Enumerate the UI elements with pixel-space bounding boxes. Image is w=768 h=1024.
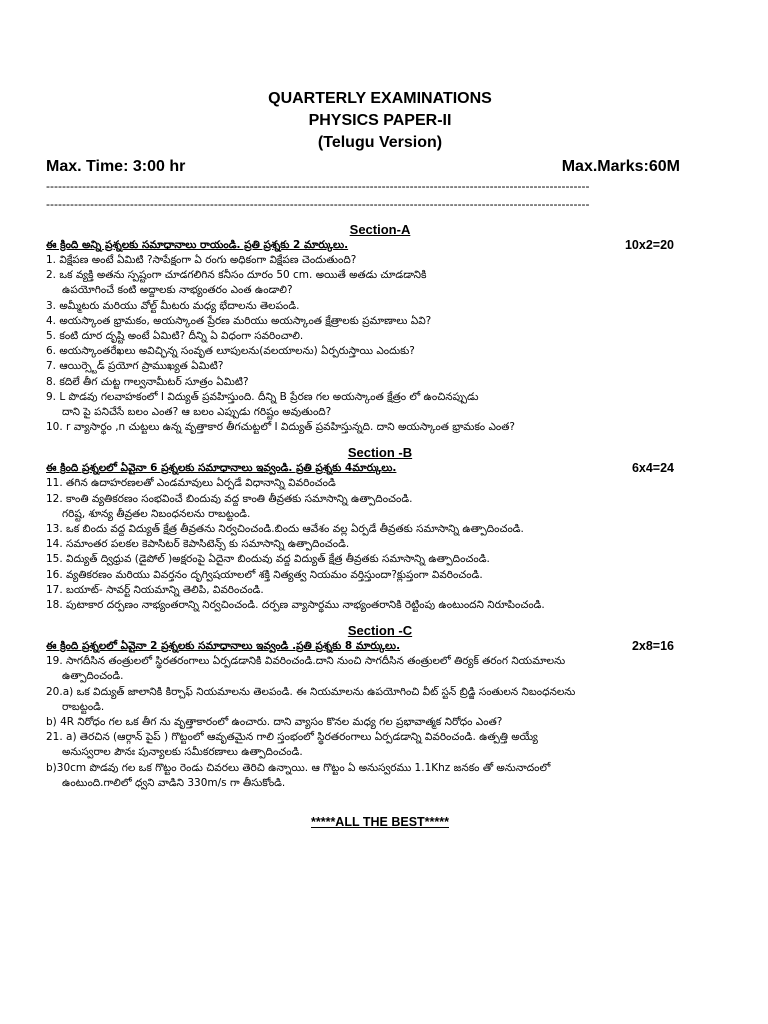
question bbox=[46, 730, 714, 760]
question-continuation: ఉపయోగించే కంటి అద్దాలకు నాభ్యంతరం ఎంత ఉండాలి? bbox=[62, 284, 293, 297]
question-text: 20.a) ఒక విద్యుత్ జాలానికి కిర్చాఫ్ నియమాలను తెలపండి. ఈ నియమాలను ఉపయోగించి వీట్ స్టన్ బ్రిడ్జి సంతులన నిబంధనలను bbox=[46, 685, 576, 698]
question-continuation: ఉంటుంది.గాలిలో ధ్వని వాడిని 330m/s గా తీసుకోండి. bbox=[62, 776, 286, 789]
question-text: 15. విద్యుత్ ద్విధ్రువ (డైపోల్ )అక్షరంపై ఏదైనా బిందువు వద్ద విద్యుత్ క్షేత్ర తీవ్రతకు సమాసాన్ని ఉత్పాదించండి. bbox=[46, 553, 490, 566]
question bbox=[46, 522, 714, 537]
question bbox=[46, 359, 714, 374]
question-continuation: గరిష్ట, శూన్య తీవ్రతల నిబంధనలను రాబట్టండి. bbox=[62, 507, 251, 520]
question-text: 5. కంటి దూర దృష్టి అంటే ఏమిటి? దీన్ని ఏ విధంగా సవరించాలి. bbox=[46, 330, 304, 343]
section-instruction bbox=[46, 639, 714, 654]
question-text: 7. ఆయిర్స్టెడ్ ప్రయోగ ప్రాముఖ్యత ఏమిటి? bbox=[46, 360, 224, 373]
question bbox=[46, 552, 714, 567]
max-row bbox=[46, 158, 714, 176]
divider-line: ---------------------------------------------------------------------------------------------------------------------------------------- bbox=[46, 179, 590, 193]
question-text: 3. అమ్మీటరు మరియు వోల్ట్ మీటరు మధ్య భేదాలను తెలపండి. bbox=[46, 299, 300, 312]
question-text: 17. బయాట్- సావర్ట్ నియమాన్ని తెలిపి, వివరించండి. bbox=[46, 583, 264, 596]
max-time: Max. Time: 3:00 hr bbox=[46, 158, 186, 175]
question-text: 11. తగిన ఉదాహరణలతో ఎండమావులు ఏర్పడే విధానాన్ని వివరించండి bbox=[46, 477, 336, 490]
all-the-best: *****ALL THE BEST***** bbox=[310, 815, 449, 830]
question-continuation: ఉత్పాదించండి. bbox=[62, 670, 124, 683]
question bbox=[46, 476, 714, 491]
question bbox=[46, 598, 714, 613]
question-text: 6. అయస్కాంతరేఖలు అవిచ్ఛిన్న సంవృత లూపులను(వలయాలను) ఏర్పరుస్తాయి ఎందుకు? bbox=[46, 345, 415, 358]
question-text: 2. ఒక వ్యక్తి అతను స్పష్టంగా చూడగలిగిన కనీసం దూరం 50 cm. అయితే అతడు చూడడానికి bbox=[46, 269, 427, 282]
question bbox=[46, 492, 714, 522]
question bbox=[46, 268, 714, 298]
paper-title: PHYSICS PAPER-II bbox=[308, 112, 452, 129]
question-text: 13. ఒక బిందు వద్ద విద్యుత్ క్షేత్ర తీవ్రతను నిర్వచించండి.బిందు ఆవేశం వల్ల ఏర్పడే తీవ్రతకు సమాసాన్ని ఉత్పాదించండి. bbox=[46, 523, 524, 536]
max-marks: Max.Marks:60M bbox=[561, 158, 680, 175]
question-text: 12. కాంతి వ్యతికరణం సంభవించే బిందువు వద్ద కాంతి తీవ్రతకు సమాసాన్ని ఉత్పాదించండి. bbox=[46, 492, 413, 505]
instruction-text: ఈ క్రింది ప్రశ్నలలో ఏవైనా 6 ప్రశ్నలకు సమాధానాలు ఇవ్వండి. ప్రతి ప్రశ్నకు 4మార్కులు. bbox=[46, 462, 397, 475]
question bbox=[46, 761, 714, 791]
question bbox=[46, 314, 714, 329]
question bbox=[46, 390, 714, 420]
question-text: 14. సమాంతర పలకల కెపాసిటర్ కెపాసిటెన్స్ కు సమాసాన్ని ఉత్పాదించండి. bbox=[46, 538, 350, 551]
question-text: b) 4R నిరోధం గల ఒక తీగ ను వృత్తాకారంలో ఉంచారు. దాని వ్యాసం కొనల మధ్య గల ప్రభావాత్మక నిరోధం ఎంత? bbox=[46, 716, 503, 729]
exam-title: QUARTERLY EXAMINATIONS bbox=[268, 90, 492, 107]
section-marks: 10x2=20 bbox=[624, 238, 674, 252]
question-text: b)30cm పొడవు గల ఒక గొట్టం రెండు చివరలు తెరిచి ఉన్నాయి. ఆ గొట్టం ఏ అనుస్వరము 1.1Khz జనకం తో అనునాదంలో bbox=[46, 761, 551, 774]
divider-line: ---------------------------------------------------------------------------------------------------------------------------------------- bbox=[46, 197, 590, 211]
question bbox=[46, 329, 714, 344]
question-continuation: రాబట్టండి. bbox=[62, 700, 105, 713]
question bbox=[46, 654, 714, 684]
question bbox=[46, 537, 714, 552]
question bbox=[46, 583, 714, 598]
section-marks: 6x4=24 bbox=[631, 461, 674, 476]
question-text: 21. a) తెరచిన (ఆర్గాన్ పైప్ ) గొట్టంలో ఆవృతమైన గాలి స్తంభంలో స్థిరతరంగాలు ఏర్పడడాన్ని వివరించండి. ఉత్పత్తి అయ్యే bbox=[46, 731, 538, 744]
section-instruction bbox=[46, 461, 714, 476]
question-continuation: దాని పై పనిచేసే బలం ఎంత? ఆ బలం ఎప్పుడు గరిష్టం అవుతుంది? bbox=[62, 406, 332, 419]
question-continuation: అనుస్వరాల పౌనః పున్యాలకు సమీకరణాలు ఉత్పాదించండి. bbox=[62, 746, 303, 759]
question bbox=[46, 299, 714, 314]
question-text: 18. పుటాకార దర్పణం నాభ్యంతరాన్ని నిర్వచించండి. దర్పణ వ్యాసార్థము నాభ్యంతరానికి రెట్టింపు ఉంటుందని నిరూపించండి. bbox=[46, 599, 545, 612]
question-text: 8. కదిలే తీగ చుట్ట గాల్వనామీటర్ సూత్రం ఏమిటి? bbox=[46, 375, 249, 388]
question bbox=[46, 715, 714, 730]
section-marks: 2x8=16 bbox=[631, 639, 674, 654]
instruction-text: ఈ క్రింది ప్రశ్నలలో ఏవైనా 2 ప్రశ్నలకు సమాధానాలు ఇవ్వండి .ప్రతి ప్రశ్నకు 8 మార్కులు. bbox=[46, 640, 401, 653]
question bbox=[46, 685, 714, 715]
question-text: 4. అయస్కాంత భ్రామకం, అయస్కాంత ప్రేరణ మరియు అయస్కాంత క్షేత్రాలకు ప్రమాణాలు ఏవి? bbox=[46, 314, 432, 327]
question bbox=[46, 420, 714, 435]
version-title: (Telugu Version) bbox=[317, 134, 443, 151]
question bbox=[46, 253, 714, 268]
sections-container bbox=[46, 222, 714, 791]
question-text: 1. విక్షేపణ అంటే ఏమిటి ?సాపేక్షంగా ఏ రంగు అధికంగా విక్షేపణ చెందుతుంది? bbox=[46, 254, 357, 266]
question-text: 9. L పొడవు గలవాహకంలో I విద్యుత్ ప్రవహిస్తుంది. దీన్ని B ప్రేరణ గల అయస్కాంత క్షేత్రం లో ఉంచినప్పుడు bbox=[46, 390, 479, 403]
question bbox=[46, 344, 714, 359]
section-title: Section -C bbox=[347, 623, 413, 639]
question bbox=[46, 568, 714, 583]
instruction-text: ఈ క్రింది అన్ని ప్రశ్నలకు సమాధానాలు రాయండి. ప్రతి ప్రశ్నకు 2 మార్కులు. bbox=[46, 239, 349, 251]
question bbox=[46, 375, 714, 390]
section-instruction bbox=[46, 238, 714, 253]
question-text: 19. సాగదీసిన తంత్రులలో స్థిరతరంగాలు ఏర్పడడానికి వివరించండి.దాని నుంచి సాగదీసిన తంత్రులలో తిర్యక్ తరంగ నియమాలను bbox=[46, 655, 566, 668]
question-text: 16. వ్యతికరణం మరియు వివర్తనం దృగ్విషయాలలో శక్తి నిత్యత్వ నియమం వర్తిస్తుందా?క్లుప్తంగా వివరించండి. bbox=[46, 568, 483, 581]
section-title: Section -B bbox=[347, 445, 413, 461]
question-text: 10. r వ్యాసార్థం ,n చుట్టలు ఉన్న వృత్తాకార తీగచుట్టలో I విద్యుత్ ప్రవహిస్తున్నది. దాని అయస్కాంత భ్రామకం ఎంత? bbox=[46, 421, 515, 434]
section-title: Section-A bbox=[349, 222, 411, 237]
